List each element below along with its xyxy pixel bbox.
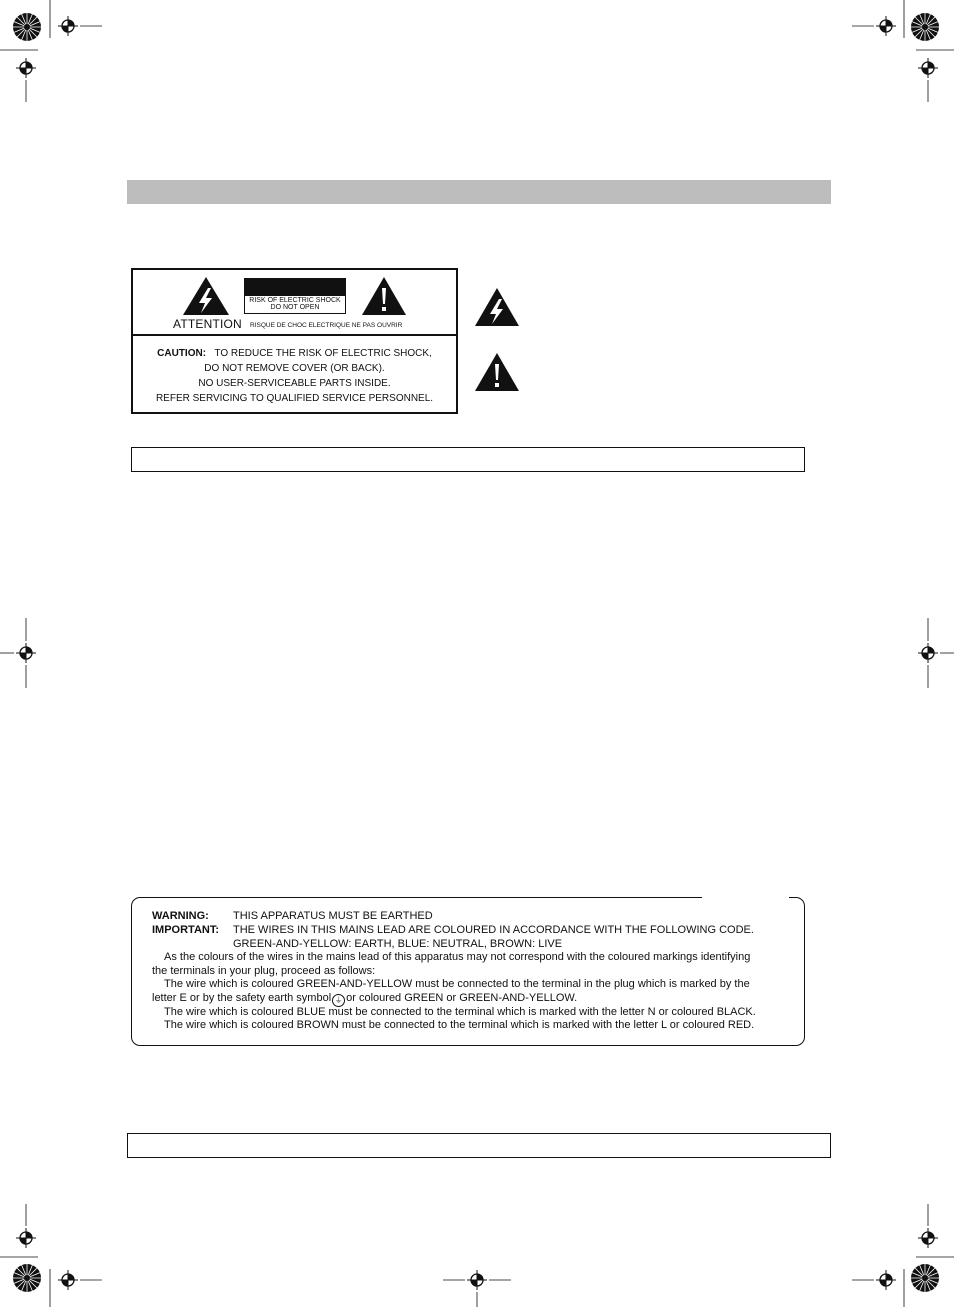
label-line-1: RISK OF ELECTRIC SHOCK <box>249 297 341 304</box>
earth-ground-icon: ⏚ <box>332 994 345 1007</box>
exclamation-triangle-icon <box>474 352 520 392</box>
caution-text <box>133 346 456 406</box>
warning-line <box>152 910 433 924</box>
para1-line-2: the terminals in your plug, proceed as follows: <box>152 965 376 977</box>
registration-disc-tr <box>911 13 939 41</box>
risque-label: RISQUE DE CHOC ELECTRIQUE NE PAS OUVRIR <box>250 322 403 329</box>
section-header-bar <box>127 180 831 204</box>
registration-disc-br <box>911 1264 939 1292</box>
para4-line: The wire which is coloured BROWN must be connected to the terminal which is marked with the letter L or coloured RED. <box>164 1019 755 1031</box>
warning-keyword: WARNING: <box>152 910 209 922</box>
caution-label-top <box>133 270 456 336</box>
caution-line-2: DO NOT REMOVE COVER (OR BACK). <box>204 363 385 374</box>
attention-label: ATTENTION <box>173 317 242 331</box>
para2-line-2b: or coloured GREEN or GREEN-AND-YELLOW. <box>346 992 578 1004</box>
para2-line-1: The wire which is coloured GREEN-AND-YELLOW must be connected to the terminal in the plug which is marked by the <box>164 978 750 990</box>
para2-line-2 <box>152 992 577 1007</box>
warning-text: THIS APPARATUS MUST BE EARTHED <box>233 910 433 922</box>
important-keyword: IMPORTANT: <box>152 924 220 936</box>
risk-of-shock-label <box>244 278 346 314</box>
exclamation-triangle-icon <box>361 276 407 316</box>
caution-line-1-text: TO REDUCE THE RISK OF ELECTRIC SHOCK, <box>214 348 432 359</box>
bottom-frame <box>127 1133 831 1158</box>
registration-disc-tl <box>13 13 41 41</box>
para2-line-2a: letter E or by the safety earth symbol <box>152 992 332 1004</box>
para1-line-1: As the colours of the wires in the mains lead of this apparatus may not correspond with the coloured markings identifying <box>164 951 751 963</box>
warning-box-gap <box>702 893 789 901</box>
label-black-band <box>245 279 345 296</box>
para3-line: The wire which is coloured BLUE must be connected to the terminal which is marked with the letter N or coloured BLACK. <box>164 1006 756 1018</box>
caution-keyword: CAUTION: <box>157 348 207 359</box>
caution-label-box <box>131 268 458 414</box>
registration-disc-bl <box>13 1264 41 1292</box>
caution-line-4: REFER SERVICING TO QUALIFIED SERVICE PERSONNEL. <box>155 393 434 404</box>
important-line-2: GREEN-AND-YELLOW: EARTH, BLUE: NEUTRAL, BROWN: LIVE <box>233 938 563 950</box>
caution-line-1 <box>133 346 456 361</box>
label-line-2: DO NOT OPEN <box>270 304 320 311</box>
important-text-1: THE WIRES IN THIS MAINS LEAD ARE COLOURED IN ACCORDANCE WITH THE FOLLOWING CODE. <box>233 924 754 936</box>
important-line-1 <box>152 924 754 938</box>
lightning-triangle-icon <box>182 276 230 316</box>
lightning-triangle-icon <box>474 287 520 327</box>
empty-frame <box>131 447 805 472</box>
caution-line-3: NO USER-SERVICEABLE PARTS INSIDE. <box>198 378 391 389</box>
